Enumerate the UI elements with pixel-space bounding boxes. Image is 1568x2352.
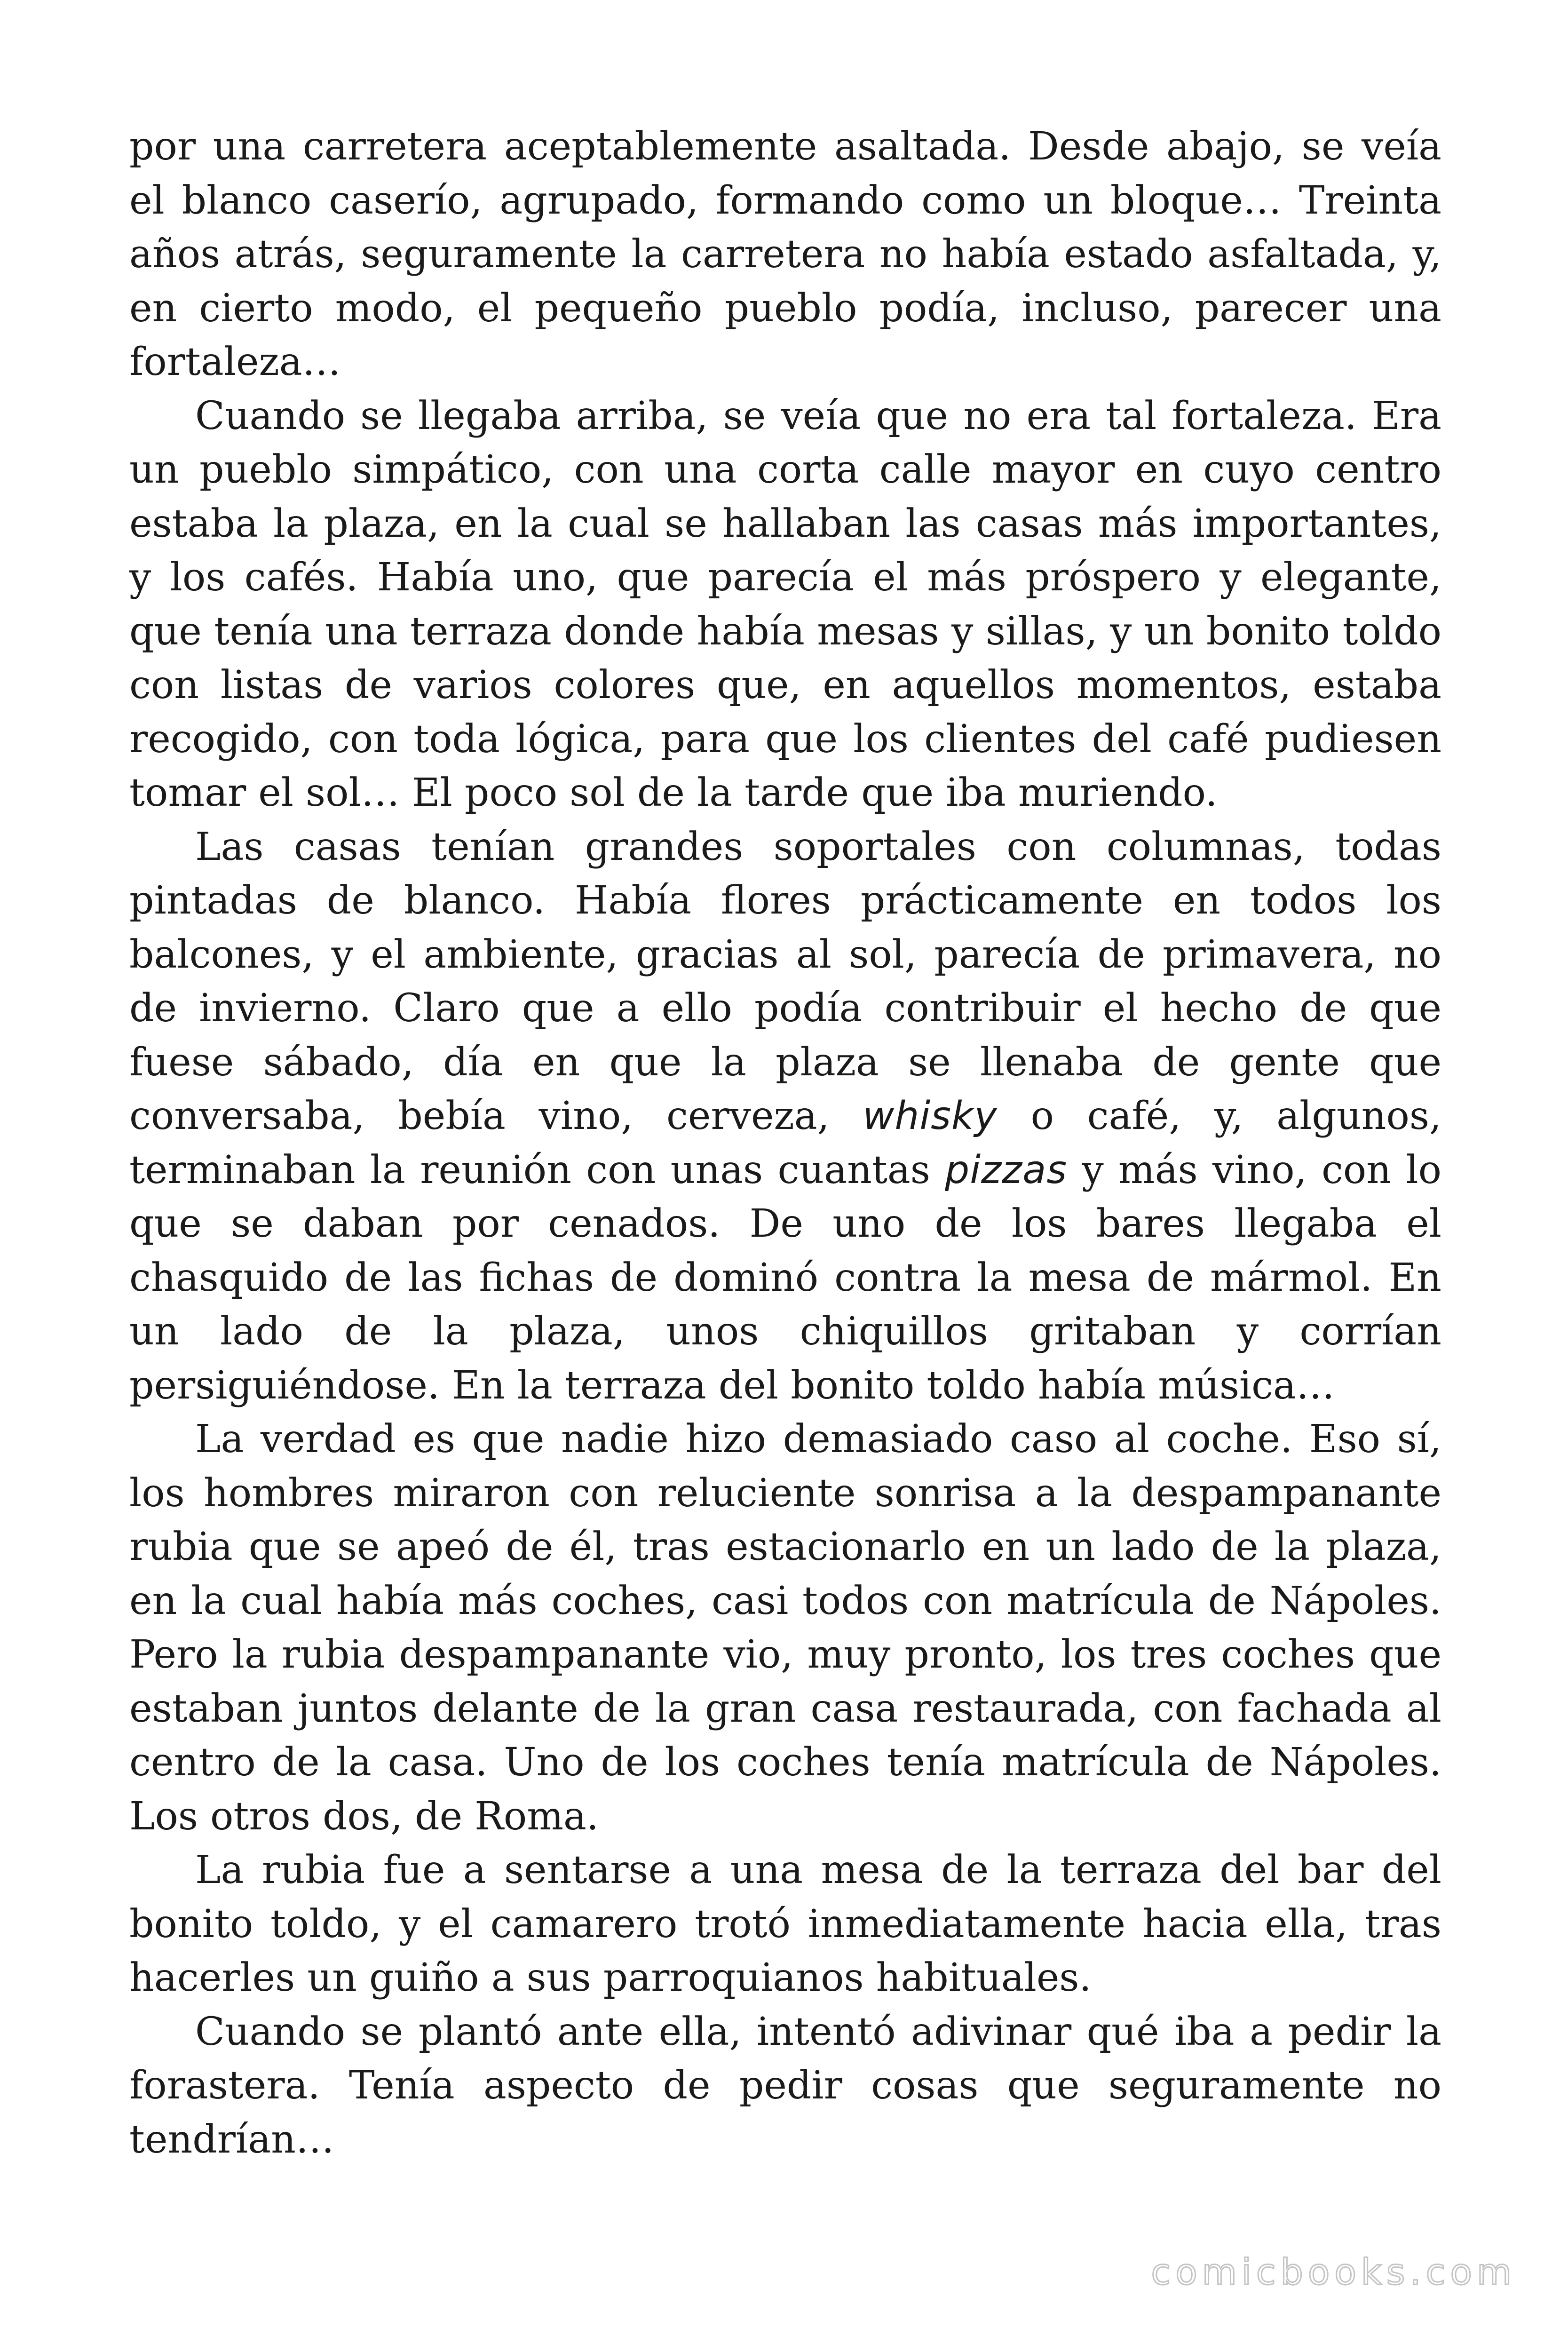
- paragraph-5: [129, 1843, 1441, 2005]
- paragraph-3: [129, 820, 1441, 1413]
- paragraph-6: [129, 2005, 1441, 2167]
- paragraph-5-text: La rubia fue a sentarse a una mesa de la terraza del bar del bonito toldo, y el camarero trotó inmediatamente hacia ella, tras hacerles un guiño a sus parroquianos habituales.: [129, 1848, 1441, 2000]
- paragraph-1-text: por una carretera aceptablemente asaltada. Desde abajo, se veía el blanco caserío, agrupado, formando como un bloque… Treinta años atrás, seguramente la carretera no había estado asfaltada, y, en cierto modo, el pequeño pueblo podía, incluso, parecer una fortaleza…: [129, 124, 1441, 384]
- page-body: [129, 120, 1441, 2167]
- paragraph-2: [129, 389, 1441, 820]
- watermark: comicbooks.com: [1151, 2251, 1516, 2293]
- paragraph-2-text: Cuando se llegaba arriba, se veía que no era tal fortaleza. Era un pueblo simpático, con una corta calle mayor en cuyo centro estaba la plaza, en la cual se hallaban las casas más importantes, y los cafés. Había uno, que parecía el más próspero y elegante, que tenía una terraza donde había mesas y sillas, y un bonito toldo con listas de varios colores que, en aquellos momentos, estaba recogido, con toda lógica, para que los clientes del café pudiesen tomar el sol… El poco sol de la tarde que iba muriendo.: [129, 393, 1441, 815]
- paragraph-4-text: La verdad es que nadie hizo demasiado caso al coche. Eso sí, los hombres miraron con reluciente sonrisa a la despampanante rubia que se apeó de él, tras estacionarlo en un lado de la plaza, en la cual había más coches, casi todos con matrícula de Nápoles. Pero la rubia despampanante vio, muy pronto, los tres coches que estaban juntos delante de la gran casa restaurada, con fachada al centro de la casa. Uno de los coches tenía matrícula de Nápoles. Los otros dos, de Roma.: [129, 1417, 1441, 1839]
- paragraph-3-text-c: y más vino, con lo que se daban por cenados. De uno de los bares llegaba el chasquido de las fichas de dominó contra la mesa de mármol. En un lado de la plaza, unos chiquillos gritaban y corrían persiguiéndose. En la terraza del bonito toldo había música…: [129, 1147, 1441, 1408]
- paragraph-1: [129, 120, 1441, 389]
- paragraph-3-text-b: o café, y, algunos, terminaban la reunión con unas cuantas: [129, 1094, 1441, 1192]
- italic-word-pizzas: pizzas: [945, 1147, 1068, 1192]
- paragraph-3-text-a: Las casas tenían grandes soportales con columnas, todas pintadas de blanco. Había flores prácticamente en todos los balcones, y el ambiente, gracias al sol, parecía de primavera, no de invierno. Claro que a ello podía contribuir el hecho de que fuese sábado, día en que la plaza se llenaba de gente que conversaba, bebía vino, cerveza,: [129, 824, 1441, 1138]
- paragraph-6-text: Cuando se plantó ante ella, intentó adivinar qué iba a pedir la forastera. Tenía aspecto de pedir cosas que seguramente no tendrían…: [129, 2009, 1441, 2162]
- paragraph-4: [129, 1413, 1441, 1843]
- italic-word-whisky: whisky: [863, 1094, 998, 1138]
